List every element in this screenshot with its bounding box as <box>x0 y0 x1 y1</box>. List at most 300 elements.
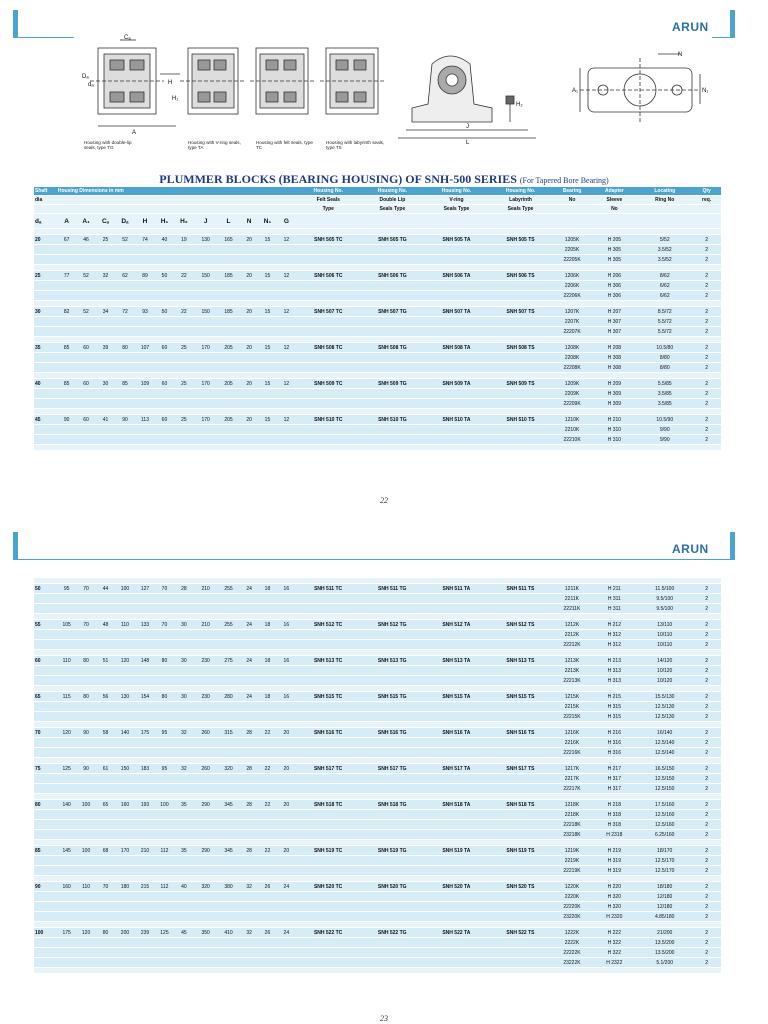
table-row <box>34 584 721 594</box>
qty-required: 2 <box>692 353 721 363</box>
dimension-value: 72 <box>115 307 134 317</box>
empty-cell <box>34 958 553 968</box>
dimension-value: 35 <box>174 846 195 856</box>
locating-ring-no: 18/170 <box>637 846 692 856</box>
qty-required: 2 <box>692 281 721 291</box>
table-row <box>34 830 721 840</box>
housing-felt-seals: SNH 512 TC <box>296 620 360 630</box>
empty-cell <box>34 291 553 301</box>
caption-type-tc: Housing with felt seals, type TC <box>256 140 313 150</box>
qty-required: 2 <box>692 702 721 712</box>
dimension-value: 150 <box>194 307 217 317</box>
locating-ring-no: 13/110 <box>637 620 692 630</box>
dimension-value: 26 <box>258 882 276 892</box>
adapter-sleeve-no: H 318 <box>591 820 637 830</box>
dimension-value: 115 <box>57 692 76 702</box>
empty-cell <box>34 774 553 784</box>
dimension-value: 60 <box>155 343 173 353</box>
dimension-value: 60 <box>155 415 173 425</box>
housing-double-lip: SNH 519 TG <box>360 846 424 856</box>
adapter-sleeve-no: H 2318 <box>591 830 637 840</box>
locating-ring-no: 6/62 <box>637 281 692 291</box>
dimension-value: 60 <box>76 343 95 353</box>
adapter-sleeve-no: H 217 <box>591 764 637 774</box>
dimension-value: 77 <box>57 271 76 281</box>
dimension-value: 125 <box>57 764 76 774</box>
locating-ring-no: 18/180 <box>637 882 692 892</box>
housing-double-lip: SNH 516 TG <box>360 728 424 738</box>
header-accent-left <box>13 10 18 38</box>
bearing-no: 1218K <box>553 800 592 810</box>
dimension-value: 107 <box>135 343 156 353</box>
locating-ring-no: 11.5/100 <box>637 584 692 594</box>
group-spacer-row <box>34 968 721 974</box>
bearing-no: 2207K <box>553 317 592 327</box>
housing-labyrinth: SNH 507 TS <box>489 307 553 317</box>
locating-ring-no: 12.5/170 <box>637 856 692 866</box>
page-number: 22 <box>380 496 388 505</box>
empty-cell <box>34 640 553 650</box>
locating-ring-no: 5.5/72 <box>637 317 692 327</box>
column-label: L <box>217 214 240 229</box>
adapter-sleeve-no: H 309 <box>592 389 638 399</box>
shaft-dia: 90 <box>34 882 57 892</box>
locating-ring-no: 6/62 <box>637 291 692 301</box>
adapter-sleeve-no: H 215 <box>591 692 637 702</box>
dimension-value: 93 <box>135 307 156 317</box>
adapter-sleeve-no: H 320 <box>591 892 637 902</box>
shaft-dia: 65 <box>34 692 57 702</box>
table-row <box>34 784 721 794</box>
table-row <box>34 245 721 255</box>
dimension-value: 154 <box>135 692 156 702</box>
qty-required: 2 <box>692 774 721 784</box>
qty-required: 2 <box>692 800 721 810</box>
qty-required: 2 <box>692 948 721 958</box>
shaft-dia: 85 <box>34 846 57 856</box>
locating-ring-no: 15.5/130 <box>637 692 692 702</box>
dimension-value: 62 <box>115 271 134 281</box>
dimension-value: 70 <box>76 584 95 594</box>
empty-cell <box>34 712 553 722</box>
housing-v-ring: SNH 506 TA <box>424 271 488 281</box>
locating-ring-no: 5.1/200 <box>637 958 692 968</box>
dimension-value: 80 <box>115 343 134 353</box>
bearing-no: 2215K <box>553 702 592 712</box>
locating-ring-no: 10.5/90 <box>637 415 692 425</box>
dimension-value: 41 <box>96 415 115 425</box>
dimension-value: 90 <box>76 764 95 774</box>
locating-ring-no: 21/200 <box>637 928 692 938</box>
shaft-dia: 75 <box>34 764 57 774</box>
qty-required: 2 <box>692 928 721 938</box>
dimension-value: 60 <box>76 379 95 389</box>
dimension-value: 82 <box>57 307 76 317</box>
empty-cell <box>34 810 553 820</box>
empty-cell <box>34 594 553 604</box>
adapter-sleeve-no: H 316 <box>591 738 637 748</box>
dimension-value: 90 <box>57 415 76 425</box>
header-cell: No <box>592 205 638 214</box>
bearing-no: 2205K <box>553 245 592 255</box>
dimension-value: 15 <box>258 307 276 317</box>
locating-ring-no: 12.5/140 <box>637 738 692 748</box>
locating-ring-no: 12.5/150 <box>637 774 692 784</box>
dimension-value: 239 <box>135 928 156 938</box>
housing-felt-seals: SNH 519 TC <box>296 846 360 856</box>
dim-label-h2: H₂ <box>516 102 523 108</box>
table-row <box>34 820 721 830</box>
dimension-value: 150 <box>194 271 217 281</box>
locating-ring-no: 4.85/180 <box>637 912 692 922</box>
dimension-value: 15 <box>258 343 276 353</box>
bearing-no: 22209K <box>553 399 592 409</box>
bearing-no: 1216K <box>553 728 592 738</box>
bearing-no: 1208K <box>553 343 592 353</box>
header-cell: Double Lip <box>360 196 424 205</box>
dimension-value: 30 <box>174 620 195 630</box>
column-label: dₐ <box>34 214 57 229</box>
housing-double-lip: SNH 515 TG <box>360 692 424 702</box>
header-cell: req. <box>692 196 721 205</box>
bearing-no: 22218K <box>553 820 592 830</box>
header-dia: dia <box>34 196 57 205</box>
dimension-value: 165 <box>217 235 240 245</box>
housing-drawings <box>80 34 720 164</box>
bearing-no: 22222K <box>553 948 592 958</box>
dimension-value: 15 <box>258 379 276 389</box>
dimension-value: 12 <box>277 343 297 353</box>
dimension-value: 16 <box>277 620 296 630</box>
empty-cell <box>34 738 553 748</box>
dimension-value: 140 <box>57 800 76 810</box>
bearing-no: 1212K <box>553 620 592 630</box>
adapter-sleeve-no: H 306 <box>592 291 638 301</box>
qty-required: 2 <box>692 317 721 327</box>
housing-felt-seals: SNH 515 TC <box>296 692 360 702</box>
header-cell: Felt Seals <box>296 196 360 205</box>
qty-required: 2 <box>692 255 721 265</box>
qty-required: 2 <box>692 846 721 856</box>
locating-ring-no: 10/120 <box>637 666 692 676</box>
housing-v-ring: SNH 516 TA <box>424 728 488 738</box>
dimension-value: 80 <box>155 692 173 702</box>
dimension-value: 20 <box>240 415 258 425</box>
column-label: A₁ <box>76 214 95 229</box>
dimension-value: 175 <box>135 728 156 738</box>
qty-required: 2 <box>692 343 721 353</box>
table-row <box>34 291 721 301</box>
dimension-value: 52 <box>115 235 134 245</box>
adapter-sleeve-no: H 2322 <box>591 958 637 968</box>
header-cell: Labyrinth <box>489 196 553 205</box>
header-cell: Qty <box>692 187 721 196</box>
dimension-value: 25 <box>174 379 195 389</box>
dimension-value: 110 <box>115 620 134 630</box>
adapter-sleeve-no: H 322 <box>591 948 637 958</box>
dimension-value: 30 <box>96 379 115 389</box>
housing-felt-seals: SNH 517 TC <box>296 764 360 774</box>
table-row <box>34 604 721 614</box>
dimension-value: 127 <box>135 584 156 594</box>
dim-label-n1: N₁ <box>702 88 709 94</box>
bearing-no: 22211K <box>553 604 592 614</box>
dimension-value: 18 <box>258 620 276 630</box>
adapter-sleeve-no: H 311 <box>591 604 637 614</box>
dimension-value: 110 <box>76 882 95 892</box>
dimension-value: 112 <box>155 846 173 856</box>
dimension-value: 20 <box>240 343 258 353</box>
empty-cell <box>34 748 553 758</box>
adapter-sleeve-no: H 310 <box>592 425 638 435</box>
header-cell: Housing No. <box>296 187 360 196</box>
table-row <box>34 640 721 650</box>
qty-required: 2 <box>692 620 721 630</box>
table-column-labels-row <box>34 214 721 229</box>
table-row <box>34 902 721 912</box>
table-row <box>34 800 721 810</box>
housing-felt-seals: SNH 513 TC <box>296 656 360 666</box>
qty-required: 2 <box>692 676 721 686</box>
bearing-no: 22212K <box>553 640 592 650</box>
empty-cell <box>34 820 553 830</box>
dimension-value: 255 <box>217 620 240 630</box>
housing-felt-seals: SNH 510 TC <box>296 415 360 425</box>
table-row <box>34 846 721 856</box>
dimension-value: 80 <box>155 656 173 666</box>
qty-required: 2 <box>692 820 721 830</box>
bearing-no: 1220K <box>553 882 592 892</box>
spec-table-page-1 <box>34 187 721 451</box>
dimension-value: 68 <box>96 846 115 856</box>
column-label: A <box>57 214 76 229</box>
housing-labyrinth: SNH 506 TS <box>489 271 553 281</box>
shaft-dia: 50 <box>34 584 57 594</box>
empty-cell <box>34 912 553 922</box>
locating-ring-no: 9.5/100 <box>637 604 692 614</box>
dimension-value: 100 <box>115 584 134 594</box>
dimension-value: 205 <box>217 415 240 425</box>
qty-required: 2 <box>692 784 721 794</box>
header-accent-left <box>13 532 18 560</box>
header-cell: No <box>553 196 592 205</box>
bearing-no: 1205K <box>553 235 592 245</box>
adapter-sleeve-no: H 206 <box>592 271 638 281</box>
dimension-value: 130 <box>194 235 217 245</box>
locating-ring-no: 3.5/85 <box>637 389 692 399</box>
locating-ring-no: 12.5/160 <box>637 810 692 820</box>
dimension-value: 20 <box>240 235 258 245</box>
header-spacer <box>296 214 721 229</box>
table-row <box>34 656 721 666</box>
dimension-value: 32 <box>174 764 195 774</box>
housing-v-ring: SNH 512 TA <box>424 620 488 630</box>
empty-cell <box>34 363 553 373</box>
bearing-no: 2208K <box>553 353 592 363</box>
dimension-value: 15 <box>258 235 276 245</box>
adapter-sleeve-no: H 315 <box>591 702 637 712</box>
dimension-value: 185 <box>217 271 240 281</box>
table-header-row <box>34 205 721 214</box>
adapter-sleeve-no: H 208 <box>592 343 638 353</box>
adapter-sleeve-no: H 315 <box>591 712 637 722</box>
adapter-sleeve-no: H 307 <box>592 317 638 327</box>
qty-required: 2 <box>692 692 721 702</box>
dimension-value: 65 <box>96 800 115 810</box>
housing-felt-seals: SNH 505 TC <box>296 235 360 245</box>
housing-v-ring: SNH 518 TA <box>424 800 488 810</box>
dimension-value: 315 <box>217 728 240 738</box>
header-cell: Sleeve <box>592 196 638 205</box>
table-row <box>34 281 721 291</box>
adapter-sleeve-no: H 212 <box>591 620 637 630</box>
locating-ring-no: 9.5/100 <box>637 594 692 604</box>
bearing-no: 2211K <box>553 594 592 604</box>
qty-required: 2 <box>692 958 721 968</box>
dimension-value: 100 <box>76 800 95 810</box>
adapter-sleeve-no: H 307 <box>592 327 638 337</box>
shaft-dia: 60 <box>34 656 57 666</box>
qty-required: 2 <box>692 389 721 399</box>
locating-ring-no: 3.5/52 <box>637 245 692 255</box>
dimension-value: 18 <box>258 584 276 594</box>
dimension-value: 160 <box>115 800 134 810</box>
header-cell: Type <box>296 205 360 214</box>
dimension-value: 90 <box>115 415 134 425</box>
dimension-value: 183 <box>135 764 156 774</box>
locating-ring-no: 10/110 <box>637 640 692 650</box>
dimension-value: 35 <box>174 800 195 810</box>
dimension-value: 28 <box>240 846 258 856</box>
housing-labyrinth: SNH 518 TS <box>488 800 552 810</box>
adapter-sleeve-no: H 320 <box>591 902 637 912</box>
dimension-value: 20 <box>240 271 258 281</box>
qty-required: 2 <box>692 938 721 948</box>
bearing-no: 22220K <box>553 902 592 912</box>
qty-required: 2 <box>692 604 721 614</box>
header-cell: Seals Type <box>360 205 424 214</box>
column-label: N₁ <box>258 214 276 229</box>
table-row <box>34 353 721 363</box>
dimension-value: 350 <box>194 928 217 938</box>
header-cell: Ring No <box>637 196 692 205</box>
dimension-value: 15 <box>258 271 276 281</box>
dimension-value: 85 <box>115 379 134 389</box>
dimension-value: 20 <box>277 764 296 774</box>
table-row <box>34 702 721 712</box>
empty-cell <box>34 281 553 291</box>
dimension-value: 290 <box>194 846 217 856</box>
adapter-sleeve-no: H 213 <box>591 656 637 666</box>
locating-ring-no: 12.5/140 <box>637 748 692 758</box>
dimension-value: 32 <box>240 928 258 938</box>
dimension-value: 193 <box>135 800 156 810</box>
housing-labyrinth: SNH 511 TS <box>488 584 552 594</box>
qty-required: 2 <box>692 415 721 425</box>
locating-ring-no: 8/62 <box>637 271 692 281</box>
adapter-sleeve-no: H 220 <box>591 882 637 892</box>
qty-required: 2 <box>692 666 721 676</box>
housing-double-lip: SNH 522 TG <box>360 928 424 938</box>
table-row <box>34 948 721 958</box>
dimension-value: 60 <box>76 415 95 425</box>
dimension-value: 145 <box>57 846 76 856</box>
shaft-dia: 70 <box>34 728 57 738</box>
header-spacer <box>57 196 296 205</box>
locating-ring-no: 12.5/160 <box>637 820 692 830</box>
dimension-value: 275 <box>217 656 240 666</box>
empty-cell <box>34 389 553 399</box>
table-row <box>34 892 721 902</box>
empty-cell <box>34 255 553 265</box>
qty-required: 2 <box>692 399 721 409</box>
housing-felt-seals: SNH 511 TC <box>296 584 360 594</box>
header-cell: Housing No. <box>424 187 488 196</box>
dim-label-h: H <box>168 80 173 86</box>
column-label: Cₐ <box>96 214 115 229</box>
empty-cell <box>34 892 553 902</box>
locating-ring-no: 6.25/160 <box>637 830 692 840</box>
dimension-value: 28 <box>240 800 258 810</box>
dimension-value: 210 <box>194 584 217 594</box>
bearing-no: 2206K <box>553 281 592 291</box>
qty-required: 2 <box>692 363 721 373</box>
dimension-value: 40 <box>155 235 173 245</box>
column-label: H <box>135 214 156 229</box>
adapter-sleeve-no: H 216 <box>591 728 637 738</box>
dimension-value: 95 <box>155 764 173 774</box>
bearing-no: 2216K <box>553 738 592 748</box>
table-row <box>34 435 721 445</box>
bearing-no: 22219K <box>553 866 592 876</box>
dimension-value: 18 <box>258 656 276 666</box>
dimension-value: 133 <box>135 620 156 630</box>
dimension-value: 58 <box>96 728 115 738</box>
shaft-dia: 45 <box>34 415 57 425</box>
qty-required: 2 <box>692 912 721 922</box>
header-cell: Housing No. <box>360 187 424 196</box>
table-row <box>34 764 721 774</box>
dimension-value: 24 <box>240 620 258 630</box>
bearing-no: 22210K <box>553 435 592 445</box>
dim-label-da-outer: Dₐ <box>82 74 89 80</box>
brand-logo: ARUN <box>672 20 709 34</box>
housing-double-lip: SNH 520 TG <box>360 882 424 892</box>
locating-ring-no: 5.5/72 <box>637 327 692 337</box>
dimension-value: 150 <box>115 764 134 774</box>
bearing-no: 1207K <box>553 307 592 317</box>
bearing-no: 2213K <box>553 666 592 676</box>
dimension-value: 70 <box>155 584 173 594</box>
qty-required: 2 <box>692 882 721 892</box>
adapter-sleeve-no: H 313 <box>591 666 637 676</box>
dimension-value: 24 <box>277 928 296 938</box>
bearing-no: 1211K <box>553 584 592 594</box>
housing-labyrinth: SNH 522 TS <box>488 928 552 938</box>
dimension-value: 46 <box>76 235 95 245</box>
empty-cell <box>34 399 553 409</box>
dimension-value: 180 <box>115 882 134 892</box>
empty-cell <box>34 327 553 337</box>
adapter-sleeve-no: H 218 <box>591 800 637 810</box>
header-spacer <box>553 205 592 214</box>
dimension-value: 28 <box>174 584 195 594</box>
adapter-sleeve-no: H 209 <box>592 379 638 389</box>
table-row <box>34 728 721 738</box>
locating-ring-no: 12.5/130 <box>637 712 692 722</box>
dimension-value: 16 <box>277 584 296 594</box>
dimension-value: 12 <box>277 307 297 317</box>
